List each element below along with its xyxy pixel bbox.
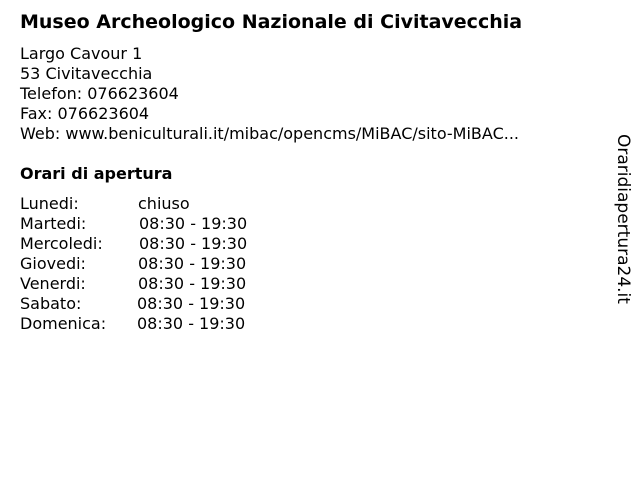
day-label: Lunedi:: [20, 194, 79, 213]
address-city: 53 Civitavecchia: [20, 64, 153, 83]
hours-row-tuesday: [20, 214, 247, 234]
day-hours: chiuso: [138, 194, 190, 213]
address-street: Largo Cavour 1: [20, 44, 143, 63]
hours-row-sunday: [20, 314, 247, 334]
opening-hours-heading: Orari di apertura: [20, 164, 173, 183]
phone-number: Telefon: 076623604: [20, 84, 179, 103]
day-hours: 08:30 - 19:30: [138, 274, 247, 293]
hours-row-wednesday: [20, 234, 247, 254]
page-title: Museo Archeologico Nazionale di Civitavecchia: [20, 11, 523, 33]
day-label: Martedi:: [20, 214, 87, 233]
day-hours: 08:30 - 19:30: [139, 234, 248, 253]
hours-row-saturday: [20, 294, 247, 314]
day-hours: 08:30 - 19:30: [138, 254, 247, 273]
day-label: Domenica:: [20, 314, 107, 333]
day-label: Giovedi:: [20, 254, 86, 273]
day-label: Sabato:: [20, 294, 82, 313]
hours-row-friday: [20, 274, 247, 294]
site-watermark: Oraridiapertura24.it: [613, 134, 633, 304]
hours-row-thursday: [20, 254, 247, 274]
day-hours: 08:30 - 19:30: [137, 314, 246, 333]
hours-row-monday: [20, 194, 247, 214]
day-label: Venerdi:: [20, 274, 86, 293]
contact-info: [20, 44, 519, 144]
fax-number: Fax: 076623604: [20, 104, 150, 123]
day-label: Mercoledi:: [20, 234, 103, 253]
website-link[interactable]: Web: www.beniculturali.it/mibac/opencms/MiBAC/sito-MiBAC...: [20, 124, 519, 143]
day-hours: 08:30 - 19:30: [139, 214, 248, 233]
day-hours: 08:30 - 19:30: [137, 294, 246, 313]
opening-hours-table: [20, 194, 247, 334]
